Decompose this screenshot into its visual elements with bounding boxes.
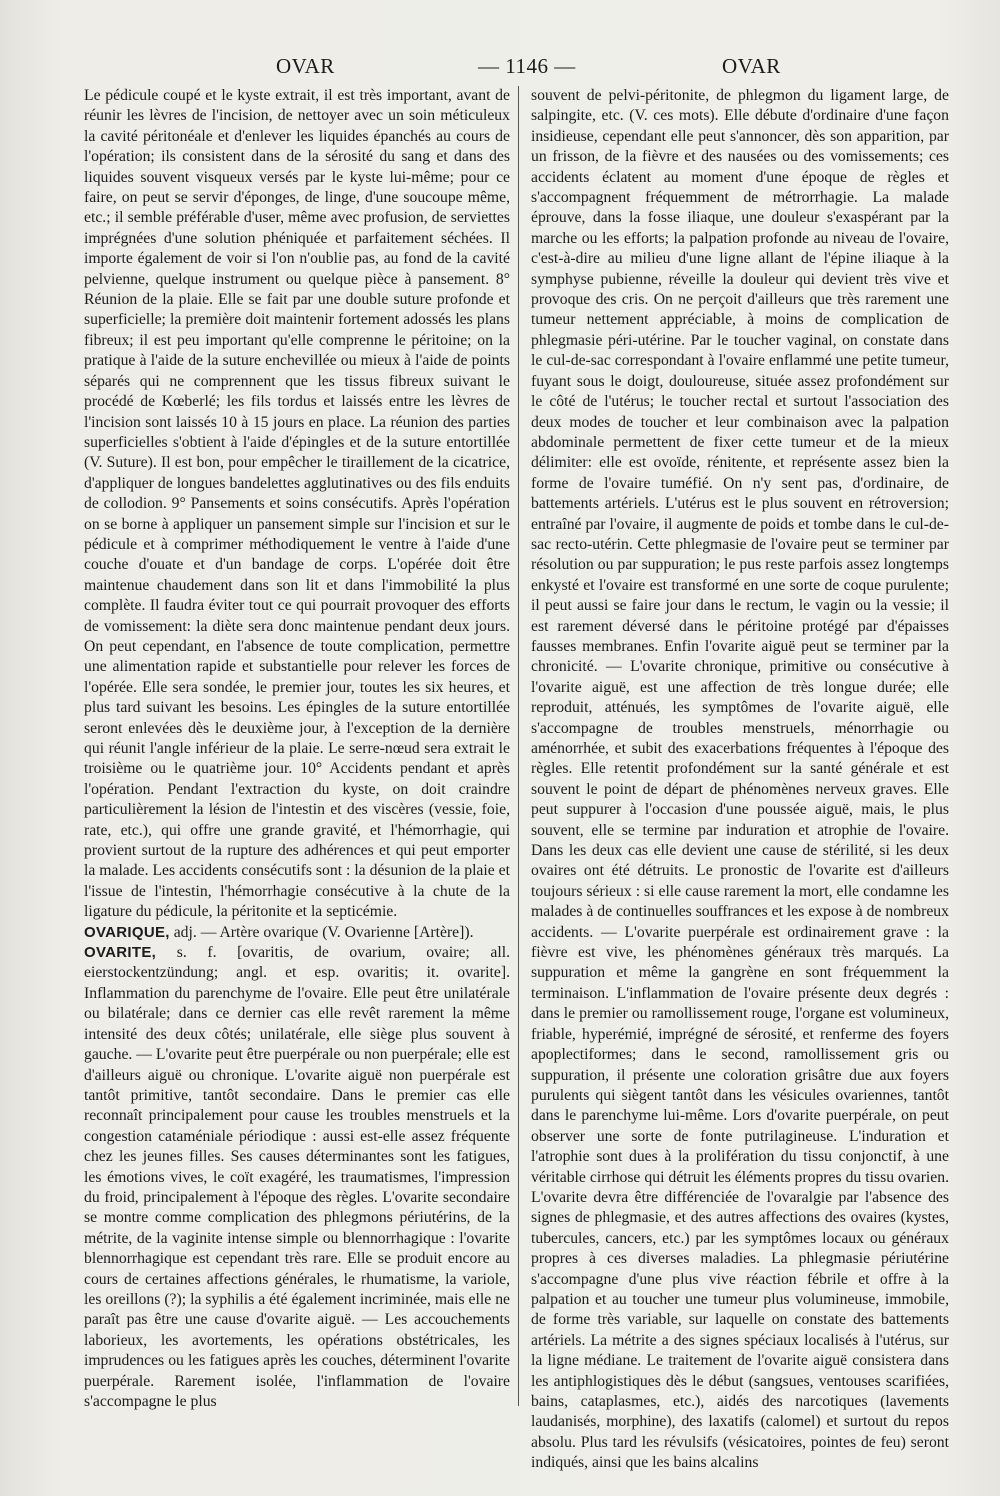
entry-headword: OVARITE, [84,944,157,962]
paragraph-text: Le pédicule coupé et le kyste extrait, il est très important, avant de réunir les lèvres de l'incision, de nettoyer avec un soin méticuleux la cavité péritonéale et d'enlever les liquides épanchés au cours de l'opération; ils consistent dans de la sérosité du sang et dans des liquides souvent visqueux versés par le kyste lui-même; pour ce faire, on peut se servir d'éponges, de linge, d'une soucoupe même, etc.; il semble préférable d'user, même avec profusion, de serviettes imprégnées d'une solution phéniquée et parfaitement séchées. Il importe également de voir si l'on n'oublie pas, au fond de la cavité pelvienne, quelque instrument ou quelque pièce à pansement. 8° Réunion de la plaie. Elle se fait par une double suture profonde et superficielle; la première doit maintenir fortement adossés les plans fibreux; il est peu important qu'elle comprenne le péritoine; on la pratique à l'aide de la suture enchevillée ou mieux à l'aide de points séparés qui ne comprennent que les tissus fibreux suivant le procédé de Kœberlé; les fils tordus et laissés entre les lèvres de l'incision sont laissés 10 à 15 jours en place. La réunion des parties superficielles s'obtient à l'aide d'épingles et de la suture entortillée (V. Suture). Il est bon, pour empêcher le tiraillement de la cicatrice, d'appliquer de longues bandelettes agglutinatives ou des fils enduits de collodion. 9° Pansements et soins consécutifs. Après l'opération on se borne à appliquer un pansement simple sur l'incision et sur le pédicule et à comprimer méthodiquement le ventre à l'aide d'une couche d'ouate et d'un bandage de corps. L'opérée doit être maintenue chaudement dans son lit et dans l'immobilité la plus complète. Il faudra éviter tout ce qui pourrait provoquer des efforts de vomissement: la diète sera donc maintenue pendant deux jours. On peut cependant, en l'absence de toute complication, permettre une alimentation rapide et substantielle pour relever les forces de l'opérée. Elle sera sondée, le premier jour, toutes les six heures, et plus tard suivant les besoins. Les épingles de la suture entortillée seront enlevées dès le deuxième jour, à l'exception de la dernière qui réunit l'angle inférieur de la plaie. Le serre-nœud sera extrait le troisième ou le quatrième jour. 10° Accidents pendant et après l'opération. Pendant l'extraction du kyste, on doit craindre particulièrement la lésion de l'intestin et des viscères (vessie, foie, rate, etc.), qui offre une grande gravité, et l'hémorrhagie, qui provient surtout de la rupture des adhérences et qui peut emporter la malade. Les accidents consécutifs sont : la désunion de la plaie et l'issue de l'intestin, l'hémorrhagie consécutive à la chute de la ligature du pédicule, la péritonite et la septicémie. [84,87,510,921]
paragraph-ovarian-surgery-continuation [84,86,510,923]
header-left-word: OVAR [276,54,335,78]
entry-ovarite [84,943,510,1412]
left-column [84,86,510,1412]
column-divider [518,86,519,1406]
right-column [531,86,949,1474]
entry-ovarique [84,923,510,943]
paragraph-text: souvent de pelvi-péritonite, de phlegmon du ligament large, de salpingite, etc. (V. ces mots). Elle débute d'ordinaire d'une façon insidieuse, cependant elle peut s'annoncer, dès son apparition, par un frisson, de la fièvre et des nausées ou des vomissements; ces accidents éclatent au moment d'une époque de règles et s'accompagnent fréquemment de métrorrhagie. La malade éprouve, dans la fosse iliaque, une douleur s'exaspérant par la marche ou les efforts; la palpation profonde au niveau de l'ovaire, c'est-à-dire au milieu d'une ligne allant de l'épine iliaque à la symphyse pubienne, réveille la douleur qui devient très vive et provoque des cris. On ne perçoit d'ailleurs que très rarement une tumeur nettement appréciable, à moins de complication de phlegmasie péri-utérine. Par le toucher vaginal, on constate dans le cul-de-sac correspondant à l'ovaire enflammé une petite tumeur, fuyant sous le doigt, douloureuse, située assez profondément sur le côté de l'utérus; le toucher rectal et surtout l'association des deux modes de toucher et leur combinaison avec la palpation abdominale permettent de fixer cette tumeur et de la mieux délimiter: elle est ovoïde, rénitente, et représente assez bien la forme de l'ovaire tuméfié. On n'y sent pas, d'ordinaire, de battements artériels. L'utérus est le plus souvent en rétroversion; entraîné par l'ovaire, il augmente de poids et tombe dans le cul-de-sac recto-utérin. Cette phlegmasie de l'ovaire peut se terminer par résolution ou par suppuration; le pus reste parfois assez longtemps enkysté et l'ovaire est transformé en une sorte de coque purulente; il peut aussi se faire jour dans le rectum, le vagin ou la vessie; il est rarement déversé dans le péritoine protégé par d'épaisses fausses membranes. Enfin l'ovarite aiguë peut se terminer par la chronicité. — L'ovarite chronique, primitive ou consécutive à l'ovarite aiguë, est une affection de très longue durée; elle reproduit, atténués, les symptômes de l'ovarite aiguë, elle s'accompagne de troubles menstruels, ménorrhagie ou aménorrhée, et subit des exacerbations fréquentes à l'époque des règles. Elle retentit profondément sur la santé générale et est souvent le point de départ de phénomènes nerveux graves. Elle peut suppurer à l'occasion d'une poussée aiguë, mais, le plus souvent, elle se termine par induration et atrophie de l'ovaire. Dans les deux cas elle devient une cause de stérilité, si les deux ovaires ont été détruits. Le pronostic de l'ovarite est d'ailleurs toujours sérieux : si elle cause rarement la mort, elle condamne les malades à de continuelles souffrances et les expose à de nombreux accidents. — L'ovarite puerpérale est ordinairement grave : la fièvre est vive, les phénomènes généraux très marqués. La suppuration et même la gangrène en sont fréquemment la terminaison. L'inflammation de l'ovaire présente deux degrés : dans le premier ou ramollissement rouge, l'organe est volumineux, friable, hyperémié, imprégné de sérosité, et renferme des foyers apoplectiformes; dans le second, ramollissement gris ou suppuration, il présente une coloration grisâtre due aux foyers purulents qui siègent tantôt dans les vésicules ovariennes, tantôt dans le parenchyme lui-même. Lors d'ovarite puerpérale, on peut observer une sorte de fonte putrilagineuse. L'induration et l'atrophie sont dues à la prolifération du tissu conjonctif, à une véritable cirrhose qui détruit les éléments propres du tissu ovarien. L'ovarite devra être différenciée de l'ovaralgie par l'absence des signes de phlegmasie, et des autres affections des ovaires (kystes, tubercules, cancers, etc.) par les symptômes locaux ou généraux propres à ces diverses maladies. La phlegmasie périutérine s'accompagne d'une plus vive réaction fébrile et offre à la palpation et au toucher une tumeur plus volumineuse, immobile, de forme très variable, sur laquelle on constate des battements artériels. La métrite a des signes spéciaux localisés à l'utérus, sur la ligne médiane. Le traitement de l'ovarite aiguë consistera dans les antiphlogistiques dès le début (sangsues, ventouses scarifiées, bains, cataplasmes, etc.), aidés des narcotiques (lavements laudanisés, morphine), des laxatifs (calomel) et surtout du repos absolu. Plus tard les révulsifs (vésicatoires, pointes de feu) seront indiqués, ainsi que les bains alcalins [531,87,949,1472]
entry-headword: OVARIQUE, [84,923,170,941]
entry-text: adj. — Artère ovarique (V. Ovarienne [Artère]). [169,923,474,941]
paragraph-ovarite-continuation [531,86,949,1474]
running-header [0,54,1000,88]
entry-text: s. f. [ovaritis, de ovarium, ovaire; all. eierstockentzündung; angl. et esp. ovaritis; it. ovarite]. Inflammation du parenchyme de l'ovaire. Elle peut être unilatérale ou bilatérale; dans ce dernier cas elle revêt rarement la même intensité des deux côtés; unilatérale, elle siège plus souvent à gauche. — L'ovarite peut être puerpérale ou non puerpérale; elle est d'ailleurs aiguë ou chronique. L'ovarite aiguë non puerpérale est tantôt primitive, tantôt secondaire. Dans le premier cas elle reconnaît principalement pour cause les troubles menstruels et la congestion cataméniale périodique : aussi est-elle assez fréquente chez les jeunes filles. Ses causes déterminantes sont les fatigues, les émotions vives, le coït exagéré, les traumatismes, l'impression du froid, principalement à l'époque des règles. L'ovarite secondaire se montre comme complication des phlegmons périutérins, de la métrite, de la vaginite intense simple ou blennorrhagique : l'ovarite blennorrhagique est cependant très rare. Elle se produit encore au cours de certaines affections générales, le rhumatisme, la variole, les oreillons (?); la syphilis a été également incriminée, mais elle ne paraît pas être une cause d'ovarite aiguë. — Les accouchements laborieux, les avortements, les opérations obstétricales, les imprudences ou les fatigues après les couches, déterminent l'ovarite puerpérale. Rarement isolée, l'inflammation de l'ovaire s'accompagne le plus [84,944,510,1410]
page-number: — 1146 — [478,54,576,78]
header-right-word: OVAR [722,54,781,78]
